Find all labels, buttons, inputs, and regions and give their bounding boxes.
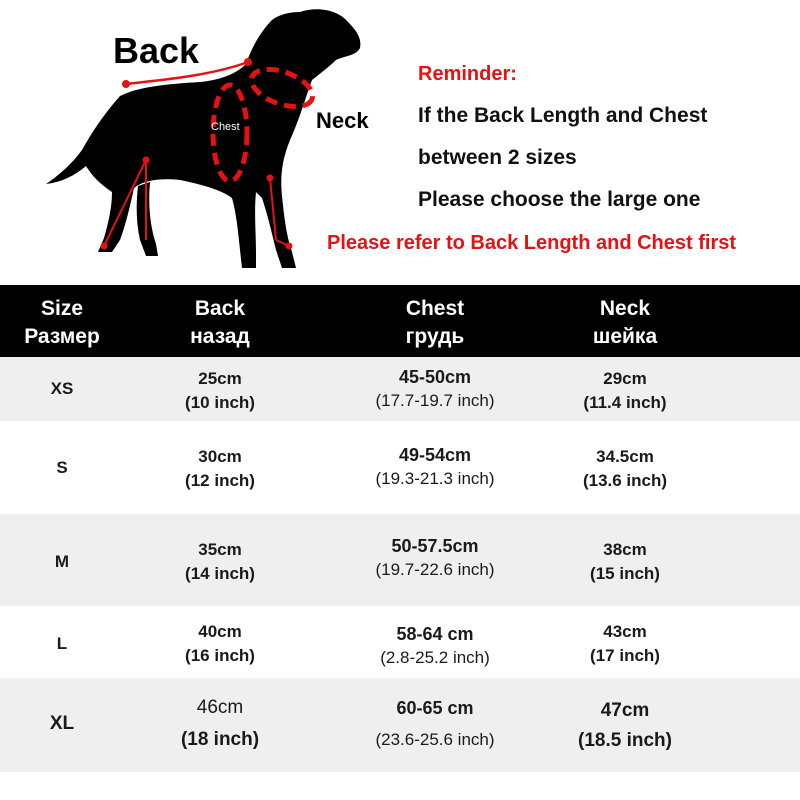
chest-in-text: (2.8-25.2 inch): [380, 648, 490, 667]
back-in-text: (10 inch): [185, 393, 255, 412]
size-cell: XS: [50, 379, 74, 398]
neck-cm-text: 34.5cm: [596, 447, 654, 466]
size-cell: L: [56, 634, 68, 653]
chest-label: Chest: [211, 121, 240, 133]
chest-in-text: (17.7-19.7 inch): [375, 391, 495, 410]
back-cm: [150, 367, 290, 415]
chest-values: [330, 692, 540, 756]
header-size-en: Size: [40, 297, 84, 320]
back-cm-text: 25cm: [198, 369, 242, 388]
header-neck-en: Neck: [599, 297, 651, 320]
back-cm: [150, 620, 290, 668]
back-cm-text: 40cm: [198, 622, 242, 641]
size-cell: S: [56, 458, 68, 477]
header-chest: [330, 295, 540, 351]
size-guide-diagram: [0, 0, 800, 285]
neck-values: [550, 620, 700, 668]
neck-values: [550, 538, 700, 586]
chest-values: [330, 443, 540, 491]
back-cm: [150, 538, 290, 586]
header-chest-ru: грудь: [405, 325, 465, 348]
back-in-text: (14 inch): [185, 564, 255, 583]
header-back-en: Back: [194, 297, 246, 320]
back-in-text: (12 inch): [185, 471, 255, 490]
chest-values: [330, 534, 540, 582]
back-cm-text: 35cm: [198, 540, 242, 559]
back-cm-text: 30cm: [198, 447, 242, 466]
back-label: Back: [113, 30, 200, 71]
chest-cm-text: 60-65 cm: [396, 698, 474, 718]
refer-note: Please refer to Back Length and Chest first: [327, 232, 737, 254]
back-cm: [150, 445, 290, 493]
neck-values: [550, 696, 700, 756]
header-back: [150, 295, 290, 351]
chest-cm-text: 58-64 cm: [396, 624, 474, 644]
chest-cm-text: 45-50cm: [398, 367, 472, 387]
neck-cm-text: 47cm: [600, 700, 650, 721]
header-size-ru: Размер: [24, 325, 100, 348]
chest-in-text: (19.3-21.3 inch): [375, 469, 495, 488]
chest-values: [330, 622, 540, 670]
size-cell: M: [54, 552, 70, 571]
neck-cm-text: 38cm: [603, 540, 647, 559]
neck-in-text: (11.4 inch): [583, 393, 667, 412]
table-row: [0, 514, 800, 606]
size-cell: XL: [49, 713, 75, 734]
neck-in-text: (17 inch): [590, 646, 660, 665]
header-back-ru: назад: [190, 325, 250, 348]
neck-label: Neck: [316, 108, 369, 133]
neck-cm-text: 43cm: [603, 622, 647, 641]
neck-values: [550, 367, 700, 415]
neck-in-text: (15 inch): [590, 564, 660, 583]
chest-in-text: (19.7-22.6 inch): [375, 560, 495, 579]
table-row: [0, 678, 800, 772]
reminder-line-3: Please choose the large one: [418, 188, 701, 211]
header-neck-ru: шейка: [592, 325, 658, 348]
neck-cm-text: 29cm: [603, 369, 647, 388]
chest-in-text: (23.6-25.6 inch): [375, 730, 495, 749]
reminder-line-1: If the Back Length and Chest: [418, 104, 708, 127]
back-cm: [150, 692, 290, 756]
table-row: [0, 606, 800, 678]
table-row: [0, 357, 800, 421]
back-in-text: (18 inch): [180, 729, 260, 750]
dog-silhouette-icon: [40, 0, 370, 275]
table-row: [0, 421, 800, 514]
back-cm-text: 46cm: [196, 697, 244, 718]
size-table-header: [0, 285, 800, 357]
neck-values: [550, 445, 700, 493]
reminder-line-2: between 2 sizes: [418, 146, 577, 169]
reminder-title: Reminder:: [418, 63, 517, 85]
header-chest-en: Chest: [405, 297, 465, 320]
chest-values: [330, 365, 540, 413]
header-neck: [550, 295, 700, 351]
neck-in-text: (13.6 inch): [582, 471, 668, 490]
chest-cm-text: 50-57.5cm: [391, 536, 479, 556]
chest-cm-text: 49-54cm: [398, 445, 472, 465]
back-in-text: (16 inch): [185, 646, 255, 665]
header-size: [10, 295, 114, 351]
neck-in-text: (18.5 inch): [578, 730, 672, 751]
